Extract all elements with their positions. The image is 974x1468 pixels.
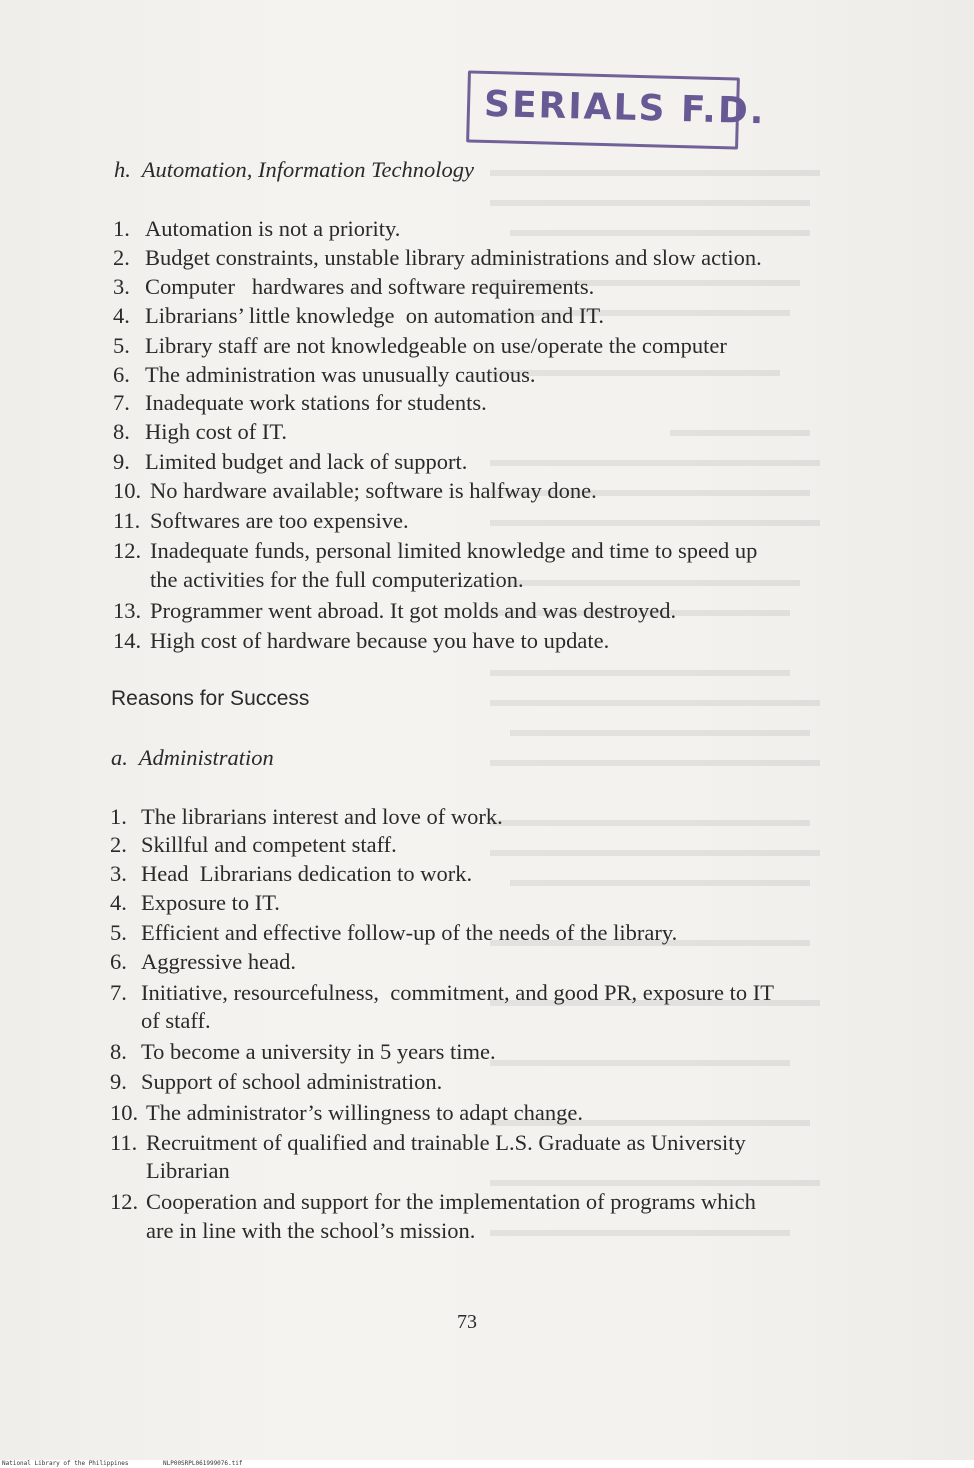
list-item: 11. Recruitment of qualified and trainable L.S. Graduate as University: [110, 1130, 746, 1155]
list-item: 7. Initiative, resourcefulness, commitment, and good PR, exposure to IT: [110, 980, 774, 1005]
serials-stamp: [466, 70, 766, 149]
list-item-continuation: of staff.: [141, 1008, 211, 1033]
list-item: 4. Exposure to IT.: [110, 890, 280, 915]
list-item: 3. Head Librarians dedication to work.: [110, 861, 473, 886]
list-item: 6. Aggressive head.: [110, 949, 296, 974]
section-a-heading: [111, 744, 274, 772]
list-item: 1. Automation is not a priority.: [113, 216, 401, 241]
list-item: 8. High cost of IT.: [113, 419, 288, 444]
list-item: 5. Efficient and effective follow-up of the needs of the library.: [110, 920, 678, 945]
list-item: 12. Cooperation and support for the implementation of programs which: [110, 1189, 756, 1214]
list-item: 2. Skillful and competent staff.: [110, 832, 397, 857]
list-item-continuation: Librarian: [146, 1158, 230, 1183]
stamp-text: SERIALS F.D.: [483, 83, 766, 133]
list-item: 3. Computer hardwares and software requirements.: [113, 274, 595, 299]
list-item: 10. No hardware available; software is halfway done.: [113, 478, 597, 503]
page-number: 73: [457, 1311, 477, 1333]
list-item: 12. Inadequate funds, personal limited knowledge and time to speed up: [113, 538, 758, 563]
section-a-label: a.: [111, 745, 128, 770]
section-a-title: Administration: [138, 745, 274, 770]
scan-footer: [0, 1460, 974, 1468]
list-item: 11. Softwares are too expensive.: [113, 508, 409, 533]
reasons-heading: Reasons for Success: [111, 687, 310, 710]
list-item: 14. High cost of hardware because you have to update.: [113, 628, 610, 653]
section-h-heading: [114, 156, 474, 184]
list-item: 9. Limited budget and lack of support.: [113, 449, 468, 474]
list-item: 5. Library staff are not knowledgeable on use/operate the computer: [113, 333, 727, 358]
section-h-title: Automation, Information Technology: [141, 157, 475, 182]
list-item: 8. To become a university in 5 years time.: [110, 1039, 496, 1064]
list-item: 4. Librarians’ little knowledge on automation and IT.: [113, 303, 605, 328]
list-item: 7. Inadequate work stations for students.: [113, 390, 487, 415]
list-item: 10. The administrator’s willingness to adapt change.: [110, 1100, 583, 1125]
list-item: 2. Budget constraints, unstable library administrations and slow action.: [113, 245, 762, 270]
list-item: 6. The administration was unusually cautious.: [113, 362, 536, 387]
footer-filename: NLP00SRPL061999076.tif: [163, 1460, 243, 1467]
list-item-continuation: are in line with the school’s mission.: [146, 1218, 476, 1243]
section-h-label: h.: [114, 157, 131, 182]
list-item: 13. Programmer went abroad. It got molds and was destroyed.: [113, 598, 677, 623]
list-item: 9. Support of school administration.: [110, 1069, 443, 1094]
list-item-continuation: the activities for the full computerization.: [150, 567, 524, 592]
footer-source: National Library of the Philippines: [2, 1460, 129, 1467]
list-item: 1. The librarians interest and love of work.: [110, 804, 503, 829]
